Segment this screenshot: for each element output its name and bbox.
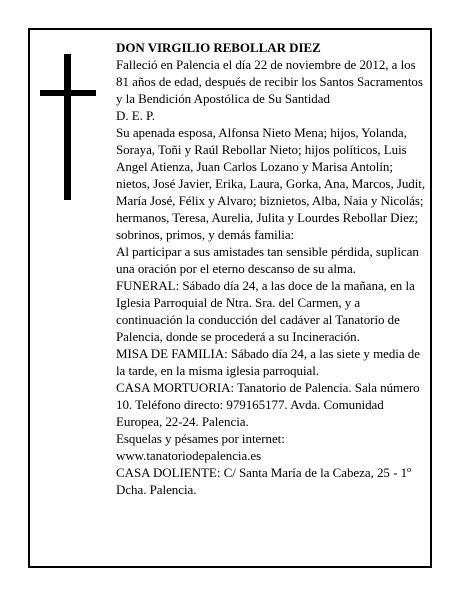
obituary-notice [28, 28, 432, 568]
wake-details: CASA MORTUORIA: Tanatorio de Palencia. Sala número 10. Teléfono directo: 979165177. Avda. Comunidad Europea, 22-24. Palencia. [116, 380, 420, 429]
website-link[interactable]: www.tanatoriodepalencia.es [116, 448, 262, 463]
funeral-details: FUNERAL: Sábado día 24, a las doce de la mañana, en la Iglesia Parroquial de Ntra. Sra. del Carmen, y a continuación la conducción del cadáver al Tanatorio de Palencia, donde se procederá a su Incineración. [116, 278, 415, 344]
deceased-name: DON VIRGILIO REBOLLAR DIEZ [116, 40, 321, 55]
obituary-text [116, 39, 426, 498]
cross-vertical-bar [64, 54, 71, 200]
cross-horizontal-bar [40, 90, 96, 96]
condolences-label: Esquelas y pésames por internet: [116, 431, 285, 446]
family-list: Su apenada esposa, Alfonsa Nieto Mena; hijos, Yolanda, Soraya, Toñi y Raúl Rebollar Nieto; hijos políticos, Luis Angel Atienza, Juan Carlos Lozano y Marisa Antolín; nietos, José Javier, Erika, Laura, Gorka, Ana, Marcos, Judit, María José, Félix y Alvaro; biznietos, Alba, Naia y Nicolás; hermanos, Teresa, Aurelia, Julita y Lourdes Rebollar Diez; sobrinos, primos, y demás familia: [116, 125, 426, 242]
prayer-request: Al participar a sus amistades tan sensible pérdida, suplican una oración por el eterno descanso de su alma. [116, 244, 419, 276]
rip-abbreviation: D. E. P. [116, 108, 155, 123]
death-statement: Falleció en Palencia el día 22 de noviembre de 2012, a los 81 años de edad, después de recibir los Santos Sacramentos y la Bendición Apostólica de Su Santidad [116, 57, 423, 106]
family-mass-details: MISA DE FAMILIA: Sábado día 24, a las siete y media de la tarde, en la misma iglesia parroquial. [116, 346, 420, 378]
mourning-house-details: CASA DOLIENTE: C/ Santa María de la Cabeza, 25 - 1º Dcha. Palencia. [116, 465, 411, 497]
cross-icon [40, 54, 96, 200]
